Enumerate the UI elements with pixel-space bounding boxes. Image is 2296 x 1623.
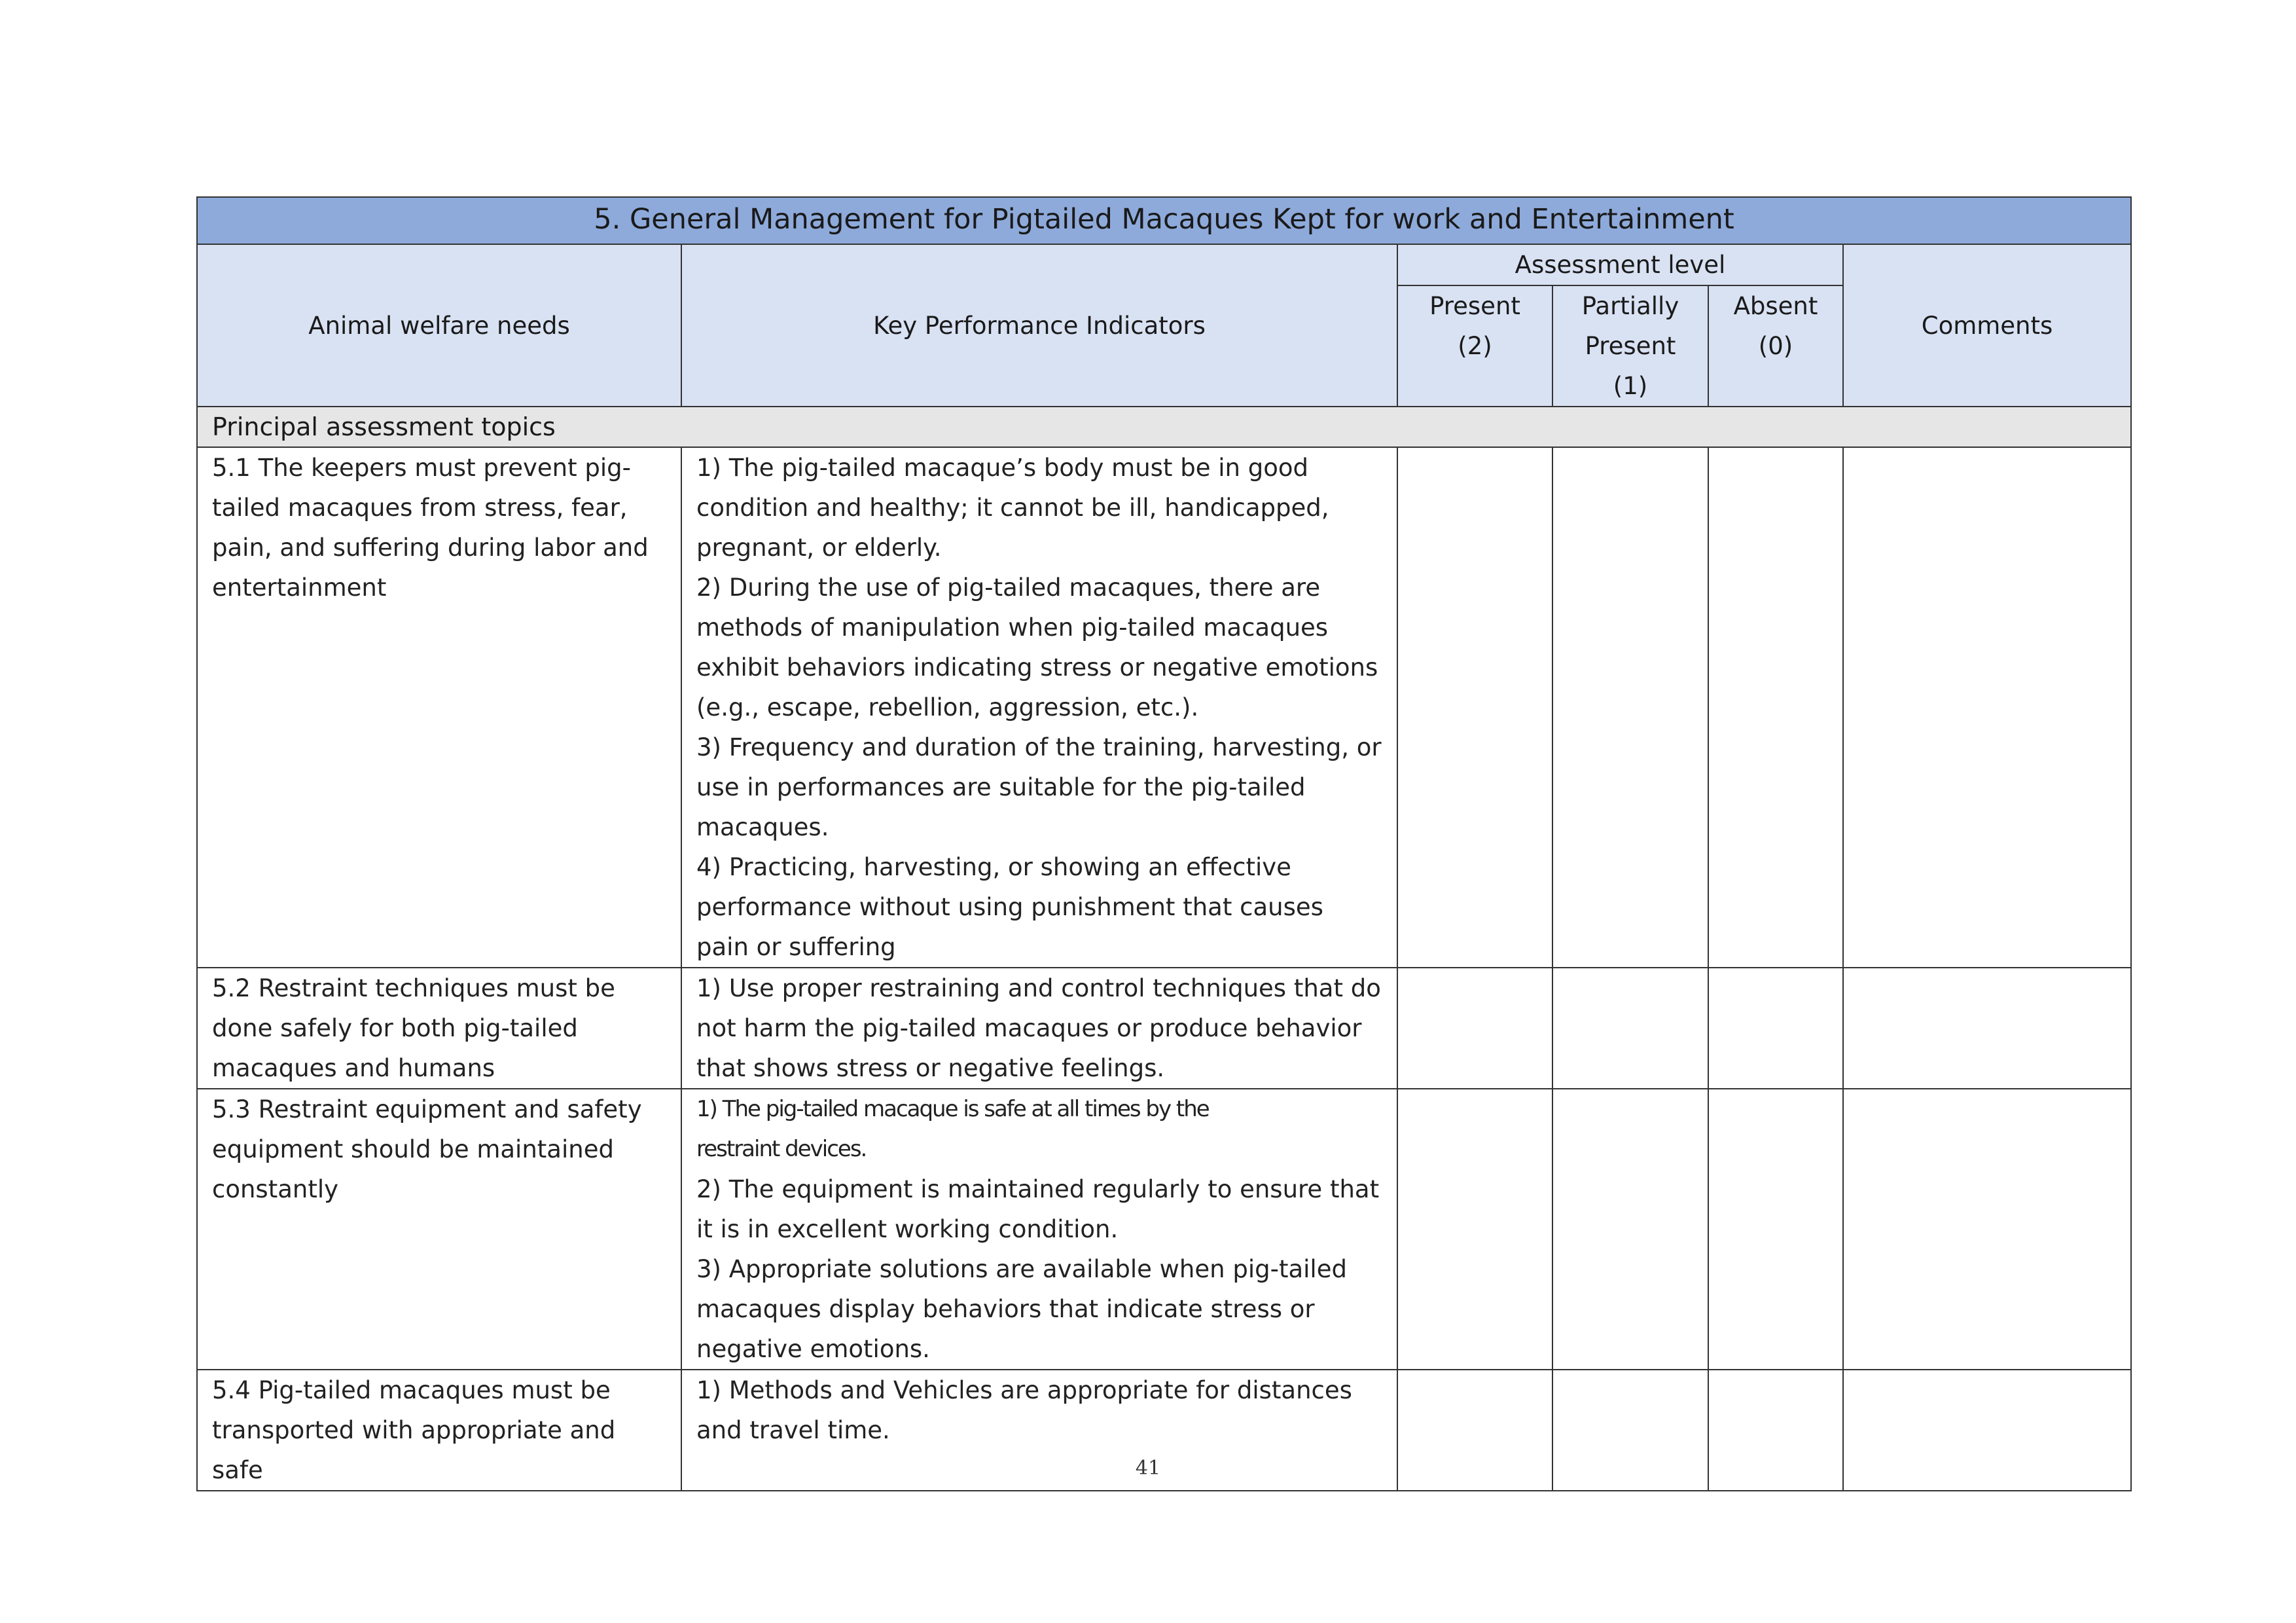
- present-score-cell[interactable]: [1397, 447, 1552, 968]
- header-present: Present (2): [1397, 285, 1552, 407]
- header-animal-welfare-needs: Animal welfare needs: [197, 244, 681, 407]
- header-row-1: [197, 244, 2131, 285]
- assessment-table: [196, 196, 2132, 1491]
- header-comments: Comments: [1843, 244, 2131, 407]
- welfare-need-cell: 5.1 The keepers must prevent pig-tailed macaques from stress, fear, pain, and suffering during labor and entertainment: [197, 447, 681, 968]
- absent-score-cell[interactable]: [1708, 968, 1843, 1089]
- header-absent: Absent (0): [1708, 285, 1843, 407]
- table-row: [197, 968, 2131, 1089]
- table-row: [197, 447, 2131, 968]
- header-partially-present: Partially Present (1): [1552, 285, 1708, 407]
- absent-score-cell[interactable]: [1708, 1089, 1843, 1370]
- comments-cell[interactable]: [1843, 1089, 2131, 1370]
- partially-present-score-cell[interactable]: [1552, 447, 1708, 968]
- principal-assessment-topics-label: Principal assessment topics: [197, 407, 2131, 447]
- topic-row: [197, 407, 2131, 447]
- present-score-cell[interactable]: [1397, 968, 1552, 1089]
- kpi-cell: [681, 968, 1397, 1089]
- kpi-item: 3) Appropriate solutions are available when pig-tailed macaques display behaviors that indicate stress or negative emotions.: [696, 1255, 1347, 1363]
- kpi-item: 3) Frequency and duration of the training, harvesting, or use in performances are suitable for the pig-tailed macaques.: [696, 733, 1382, 841]
- page-number: 41: [1135, 1457, 1161, 1480]
- kpi-item: 1) Methods and Vehicles are appropriate for distances and travel time.: [696, 1376, 1352, 1444]
- partially-present-score-cell[interactable]: [1552, 1089, 1708, 1370]
- comments-cell[interactable]: [1843, 447, 2131, 968]
- kpi-item: 1) Use proper restraining and control techniques that do not harm the pig-tailed macaques or produce behavior that shows stress or negative feelings.: [696, 974, 1381, 1082]
- kpi-item: 1) The pig-tailed macaque’s body must be in good condition and healthy; it cannot be ill, handicapped, pregnant, or elderly.: [696, 454, 1329, 562]
- table-title: 5. General Management for Pigtailed Macaques Kept for work and Entertainment: [197, 197, 2131, 244]
- comments-cell[interactable]: [1843, 968, 2131, 1089]
- kpi-cell: [681, 447, 1397, 968]
- header-key-performance-indicators: Key Performance Indicators: [681, 244, 1397, 407]
- welfare-need-cell: 5.4 Pig-tailed macaques must be transported with appropriate and safe: [197, 1370, 681, 1491]
- welfare-need-cell: 5.3 Restraint equipment and safety equipment should be maintained constantly: [197, 1089, 681, 1370]
- table-title-row: [197, 197, 2131, 244]
- present-score-cell[interactable]: [1397, 1089, 1552, 1370]
- absent-score-cell[interactable]: [1708, 447, 1843, 968]
- kpi-item: 1) The pig-tailed macaque is safe at all times by the restraint devices.: [696, 1096, 1209, 1162]
- header-assessment-level: Assessment level: [1397, 244, 1843, 285]
- kpi-item: 4) Practicing, harvesting, or showing an effective performance without using punishment that causes pain or suffering: [696, 853, 1323, 961]
- kpi-item: 2) During the use of pig-tailed macaques, there are methods of manipulation when pig-tailed macaques exhibit behaviors indicating stress or negative emotions (e.g., escape, rebellion, aggression, etc.).: [696, 574, 1378, 721]
- kpi-item: 2) The equipment is maintained regularly to ensure that it is in excellent working condition.: [696, 1175, 1380, 1243]
- partially-present-score-cell[interactable]: [1552, 968, 1708, 1089]
- table-row: [197, 1089, 2131, 1370]
- kpi-cell: [681, 1089, 1397, 1370]
- welfare-need-cell: 5.2 Restraint techniques must be done safely for both pig-tailed macaques and humans: [197, 968, 681, 1089]
